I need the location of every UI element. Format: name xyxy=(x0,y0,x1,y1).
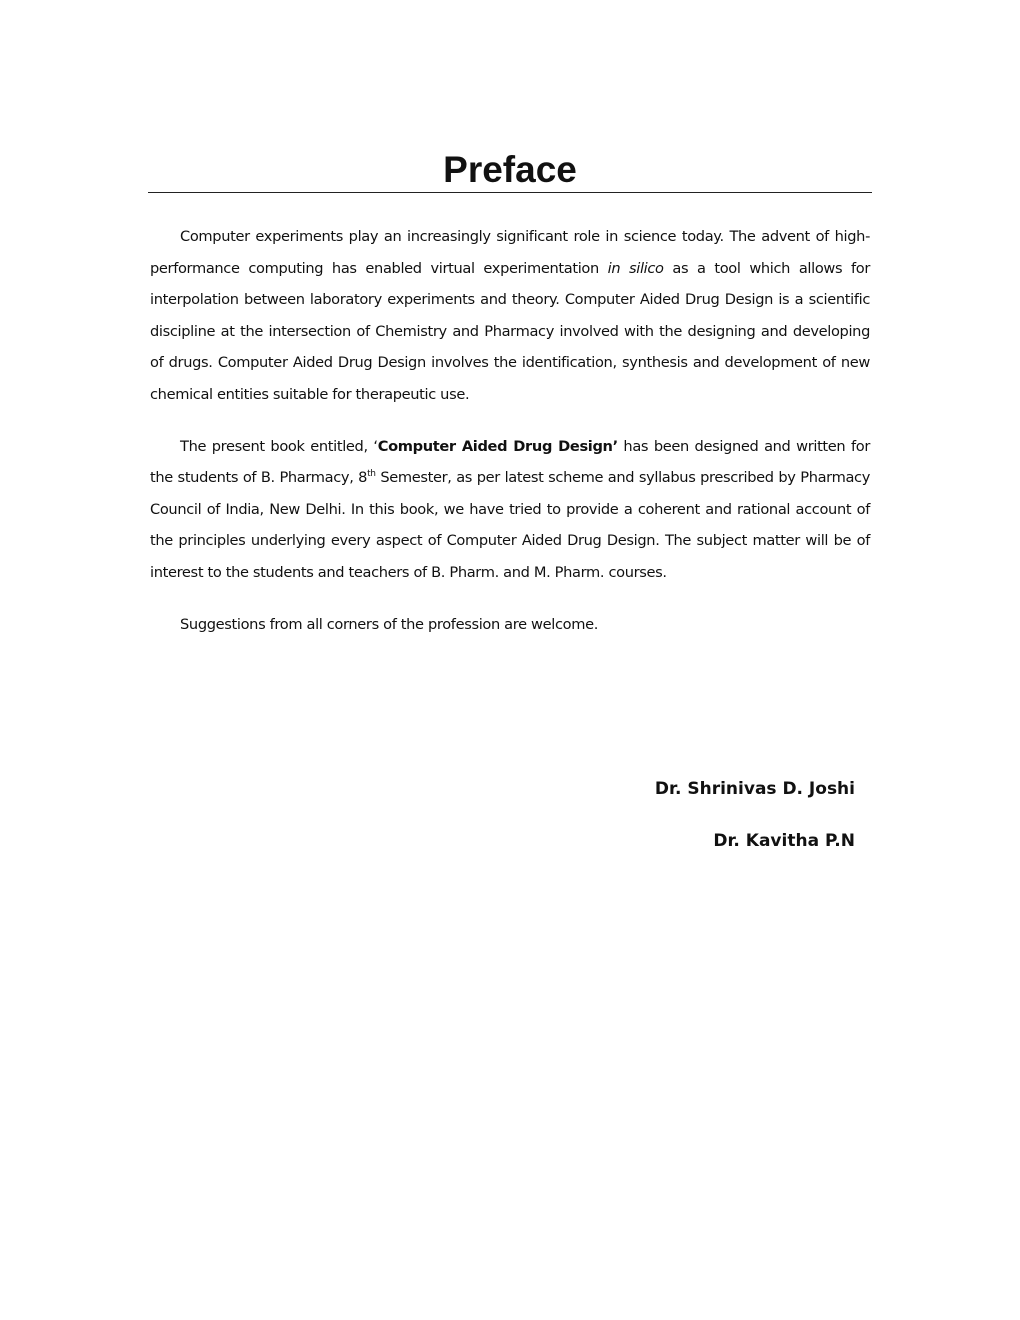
preface-body xyxy=(150,221,870,640)
author-name-2: Dr. Kavitha P.N xyxy=(713,831,855,851)
paragraph-intro-text-2: as a tool which allows for interpolation between laboratory experiments and theory. Computer Aided Drug Design is a scientific discipline at the intersection of Chemistry and Pharmacy involved with the designing and developing of drugs. Computer Aided Drug Design involves the identification, synthesis and development of new chemical entities suitable for therapeutic use. xyxy=(150,259,871,403)
paragraph-intro-text-1: Computer experiments play an increasingly significant role in science today. The advent of high-performance computing has enabled virtual experimentation xyxy=(150,228,870,277)
paragraph-book-text-2: has been designed and written for the students of B. Pharmacy, 8 xyxy=(150,437,871,487)
author-signatures xyxy=(500,772,855,876)
book-title: Computer Aided Drug Design’ xyxy=(377,437,618,455)
paragraph-book-description xyxy=(150,431,870,589)
paragraph-suggestions: Suggestions from all corners of the profession are welcome. xyxy=(180,615,598,633)
paragraph-intro xyxy=(150,221,870,411)
paragraph-book-text-1: The present book entitled, ‘ xyxy=(180,437,378,455)
paragraph-book-text-3: Semester, as per latest scheme and syllabus prescribed by Pharmacy Council of India, New Delhi. In this book, we have tried to provide a coherent and rational account of the principles underlying every aspect of Computer Aided Drug Design. The subject matter will be of interest to the students and teachers of B. Pharm. and M. Pharm. courses. xyxy=(150,469,870,581)
author-name-1: Dr. Shrinivas D. Joshi xyxy=(654,779,855,799)
ordinal-suffix: th xyxy=(367,469,376,480)
page-title: Preface xyxy=(443,149,577,190)
title-underline xyxy=(148,192,872,193)
in-silico-term: in silico xyxy=(607,259,664,277)
